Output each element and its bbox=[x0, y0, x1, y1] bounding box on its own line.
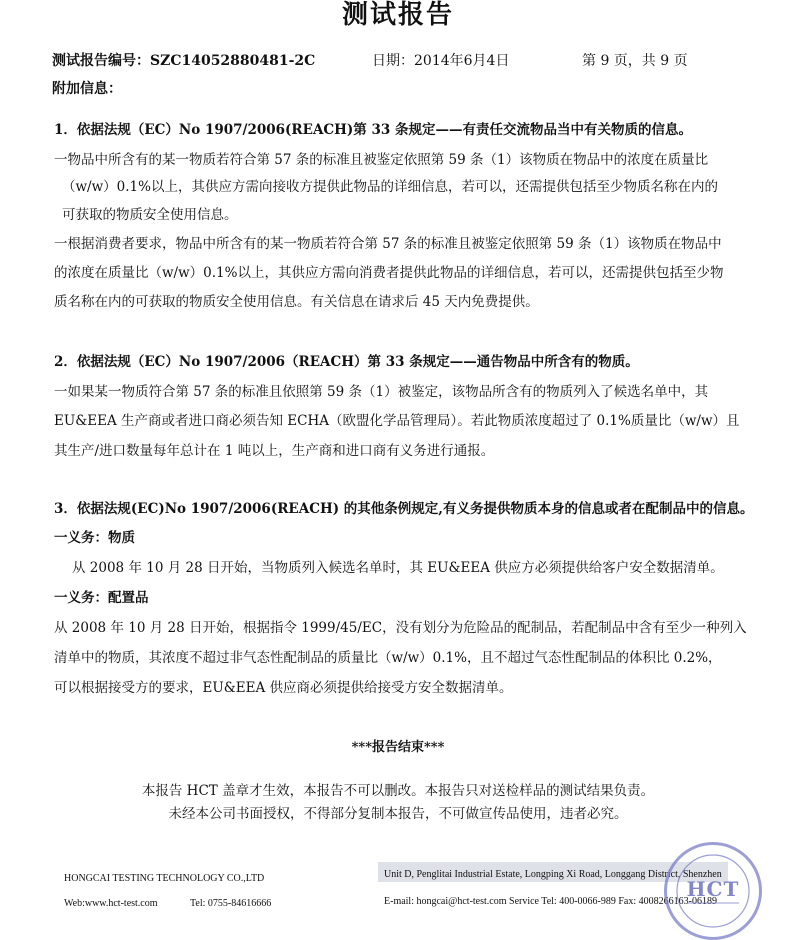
section-1-heading: 1．依据法规（EC）No 1907/2006(REACH)第 33 条规定——有责任交流物品当中有关物质的信息。 bbox=[54, 122, 692, 138]
seal-logo-text: HCT bbox=[686, 877, 740, 901]
report-number: 测试报告编号：SZC14052880481-2C bbox=[52, 53, 316, 69]
section-1-line: 可获取的物质安全使用信息。 bbox=[62, 207, 238, 223]
obligation-preparation-line: 从 2008 年 10 月 28 日开始，根据指令 1999/45/EC，没有划分为危险品的配制品，若配制品中含有至少一种列入 bbox=[54, 620, 747, 636]
company-seal-icon bbox=[664, 842, 762, 940]
footer-contact: E-mail: hongcai@hct-test.com Service Tel: 400-0066-989 Fax: 4008266163-06189 bbox=[384, 896, 717, 907]
additional-info-label: 附加信息： bbox=[52, 81, 122, 97]
section-2-line: EU&EEA 生产商或者进口商必须告知 ECHA（欧盟化学品管理局）。若此物质浓度超过了 0.1%质量比（w/w）且 bbox=[54, 413, 740, 429]
obligation-preparation-label: 一义务：配置品 bbox=[54, 590, 149, 606]
footer-address: Unit D, Penglitai Industrial Estate, Longping Xi Road, Longgang District, Shenzhen bbox=[384, 869, 722, 880]
footer-tel: Tel: 0755-84616666 bbox=[190, 898, 272, 909]
disclaimer-line: 未经本公司书面授权，不得部分复制本报告，不可做宣传品使用，违者必究。 bbox=[168, 806, 628, 822]
section-2-line: 其生产/进口数量每年总计在 1 吨以上，生产商和进口商有义务进行通报。 bbox=[54, 443, 495, 459]
section-1-line: 的浓度在质量比（w/w）0.1%以上，其供应方需向消费者提供此物品的详细信息，若可以，还需提供包括至少物 bbox=[54, 265, 724, 281]
report-date: 日期：2014年6月4日 bbox=[372, 53, 510, 69]
obligation-preparation-line: 清单中的物质，其浓度不超过非气态性配制品的质量比（w/w）0.1%，且不超过气态性配制品的体积比 0.2%， bbox=[54, 650, 722, 666]
obligation-substance-text: 从 2008 年 10 月 28 日开始，当物质列入候选名单时，其 EU&EEA 供应方必须提供给客户安全数据清单。 bbox=[72, 560, 724, 576]
section-1-line: 一根据消费者要求，物品中所含有的某一物质若符合第 57 条的标准且被鉴定依照第 59 条（1）该物质在物品中 bbox=[54, 236, 722, 252]
section-1-line: 一物品中所含有的某一物质若符合第 57 条的标准且被鉴定依照第 59 条（1）该物质在物品中的浓度在质量比 bbox=[54, 152, 709, 168]
obligation-preparation-line: 可以根据接受方的要求，EU&EEA 供应商必须提供给接受方安全数据清单。 bbox=[54, 680, 513, 696]
section-1-line: 质名称在内的可获取的物质安全使用信息。有关信息在请求后 45 天内免费提供。 bbox=[54, 294, 539, 310]
obligation-substance-label: 一义务：物质 bbox=[54, 530, 135, 546]
section-1-line: （w/w）0.1%以上，其供应方需向接收方提供此物品的详细信息，若可以，还需提供包括至少物质名称在内的 bbox=[62, 179, 718, 195]
section-3-heading: 3．依据法规(EC)No 1907/2006(REACH) 的其他条例规定,有义务提供物质本身的信息或者在配制品中的信息。 bbox=[54, 501, 754, 517]
section-2-line: 一如果某一物质符合第 57 条的标准且依照第 59 条（1）被鉴定，该物品所含有的物质列入了候选名单中，其 bbox=[54, 384, 709, 400]
footer-web: Web:www.hct-test.com bbox=[64, 898, 158, 909]
page-number: 第 9 页，共 9 页 bbox=[582, 53, 688, 69]
section-2-heading: 2．依据法规（EC）No 1907/2006（REACH）第 33 条规定——通告物品中所含有的物质。 bbox=[54, 354, 639, 370]
report-title: 测试报告 bbox=[341, 0, 454, 30]
disclaimer-line: 本报告 HCT 盖章才生效，本报告不可以删改。本报告只对送检样品的测试结果负责。 bbox=[141, 783, 655, 799]
footer-company: HONGCAI TESTING TECHNOLOGY CO.,LTD bbox=[64, 873, 265, 884]
report-end-mark: ***报告结束*** bbox=[351, 740, 445, 755]
